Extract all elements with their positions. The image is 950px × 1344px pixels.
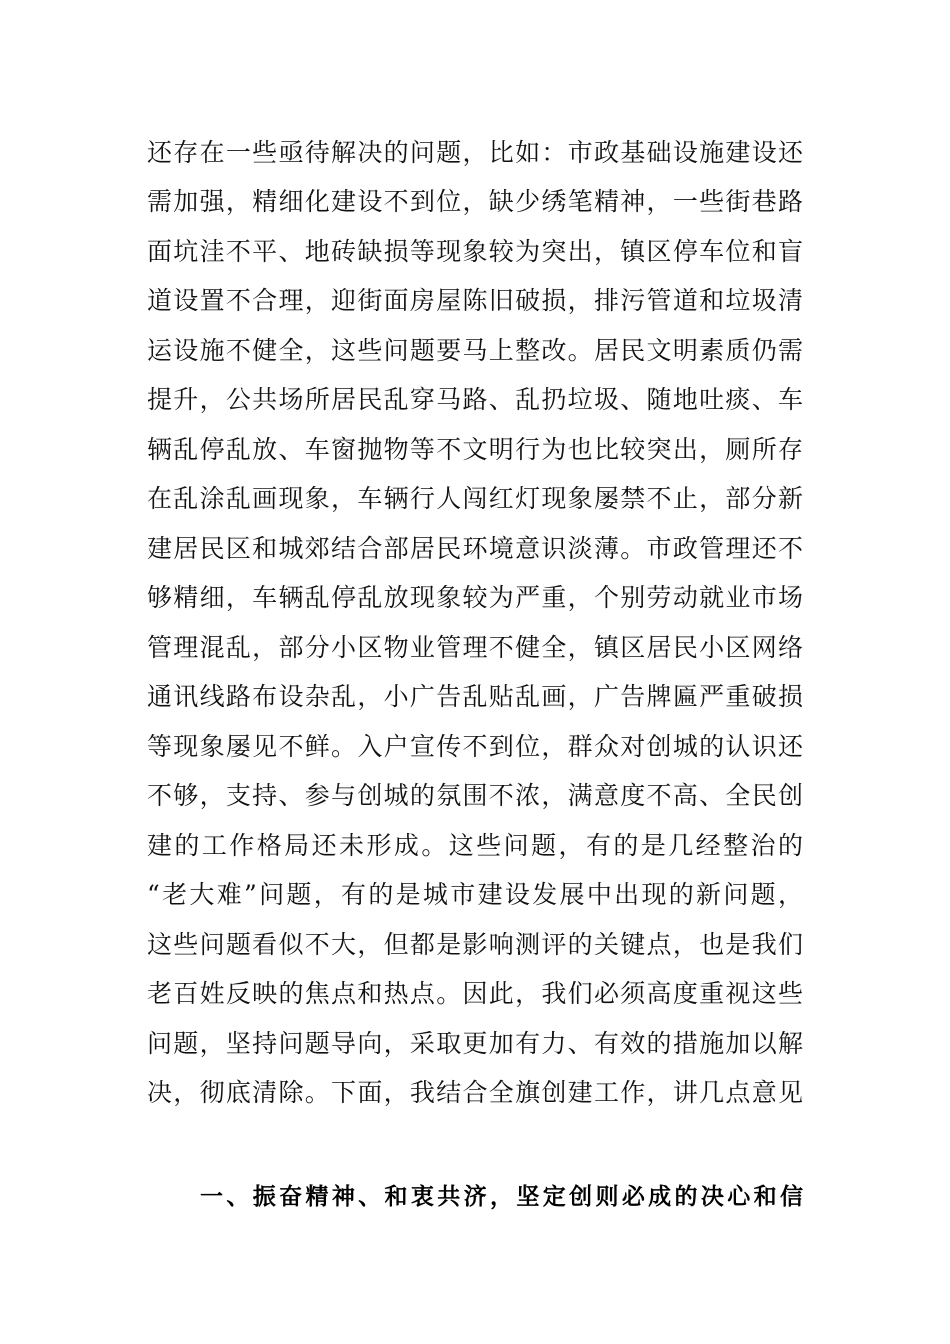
paragraph-line: 老百姓反映的焦点和热点。因此，我们必须高度重视这些 bbox=[147, 979, 803, 1008]
paragraph-line: 建居民区和城郊结合部居民环境意识淡薄。市政管理还不 bbox=[147, 534, 803, 563]
paragraph-line: 在乱涂乱画现象，车辆行人闯红灯现象屡禁不止，部分新 bbox=[147, 484, 803, 513]
paragraph-line: 管理混乱，部分小区物业管理不健全，镇区居民小区网络 bbox=[147, 633, 803, 662]
paragraph-line: 运设施不健全，这些问题要马上整改。居民文明素质仍需 bbox=[147, 336, 803, 365]
paragraph-line: 决，彻底清除。下面，我结合全旗创建工作，讲几点意见 bbox=[147, 1078, 803, 1107]
paragraph-line: 不够，支持、参与创城的氛围不浓，满意度不高、全民创 bbox=[147, 781, 803, 810]
paragraph-line: 道设置不合理，迎街面房屋陈旧破损，排污管道和垃圾清 bbox=[147, 286, 803, 315]
paragraph-line: “老大难”问题，有的是城市建设发展中出现的新问题， bbox=[147, 880, 803, 909]
paragraph-line: 等现象屡见不鲜。入户宣传不到位，群众对创城的认识还 bbox=[147, 732, 803, 761]
paragraph-line: 辆乱停乱放、车窗抛物等不文明行为也比较突出，厕所存 bbox=[147, 435, 803, 464]
paragraph-line: 还存在一些亟待解决的问题，比如：市政基础设施建设还 bbox=[147, 138, 803, 167]
paragraph-line: 需加强，精细化建设不到位，缺少绣笔精神，一些街巷路 bbox=[147, 187, 803, 216]
paragraph-line: 问题，坚持问题导向，采取更加有力、有效的措施加以解 bbox=[147, 1029, 803, 1058]
paragraph-line: 建的工作格局还未形成。这些问题，有的是几经整治的 bbox=[147, 831, 803, 860]
paragraph-line: 提升，公共场所居民乱穿马路、乱扔垃圾、随地吐痰、车 bbox=[147, 385, 803, 414]
paragraph-line: 这些问题看似不大，但都是影响测评的关键点，也是我们 bbox=[147, 930, 803, 959]
paragraph-line: 面坑洼不平、地砖缺损等现象较为突出，镇区停车位和盲 bbox=[147, 237, 803, 266]
paragraph-line: 够精细，车辆乱停乱放现象较为严重，个别劳动就业市场 bbox=[147, 583, 803, 612]
section-heading: 一、振奋精神、和衷共济，坚定创则必成的决心和信 bbox=[200, 1184, 803, 1210]
paragraph-line: 通讯线路布设杂乱，小广告乱贴乱画，广告牌匾严重破损 bbox=[147, 682, 803, 711]
